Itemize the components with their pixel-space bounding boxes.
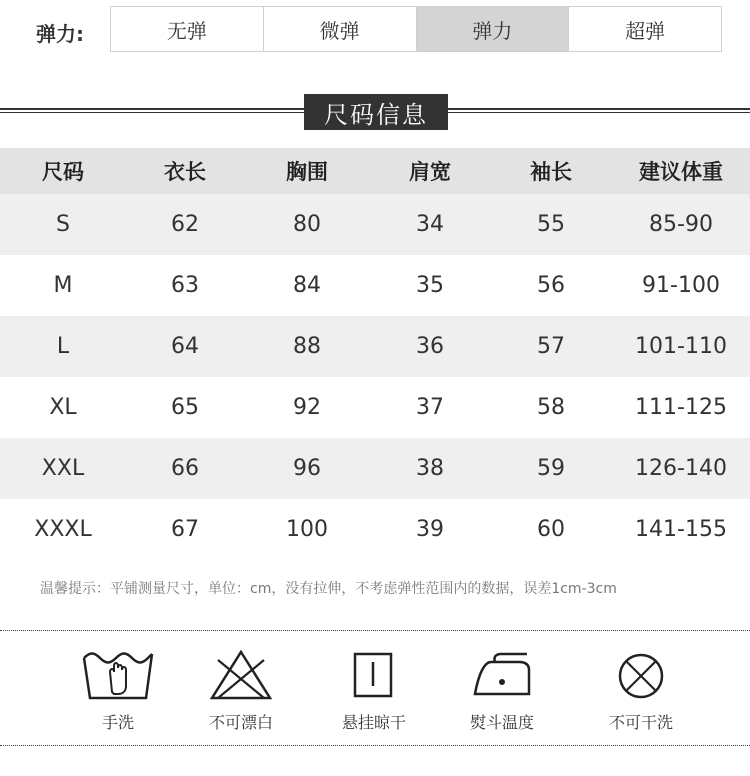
table-cell: 36 (416, 334, 444, 359)
elasticity-option-none: 无弹 (111, 7, 264, 51)
table-row-xxl (0, 438, 750, 499)
table-cell: 96 (293, 456, 321, 481)
table-cell: 80 (293, 212, 321, 237)
table-cell: 58 (537, 395, 565, 420)
care-item-hand-wash (53, 640, 183, 733)
care-item-hang-dry (309, 640, 439, 733)
table-cell: 39 (416, 517, 444, 542)
table-cell: XL (49, 395, 77, 420)
elasticity-label: 弹力: (36, 22, 84, 46)
dotted-divider (0, 745, 750, 746)
table-cell: 88 (293, 334, 321, 359)
care-item-iron (437, 640, 567, 733)
care-label: 悬挂晾干 (341, 713, 406, 732)
table-cell: L (56, 334, 70, 359)
table-cell: 85-90 (649, 212, 713, 237)
no-bleach-icon (206, 646, 276, 702)
care-instructions (0, 640, 750, 740)
table-row-m (0, 255, 750, 316)
table-cell: M (53, 273, 73, 298)
elasticity-option-super: 超弹 (625, 18, 666, 43)
table-cell: 63 (171, 273, 199, 298)
table-cell: 38 (416, 456, 444, 481)
care-label: 不可干洗 (608, 713, 673, 732)
table-cell: 37 (416, 395, 444, 420)
column-header: 尺码 (42, 160, 84, 184)
table-cell: 60 (537, 517, 565, 542)
care-label: 不可漂白 (208, 713, 273, 732)
table-cell: 55 (537, 212, 565, 237)
table-cell: 62 (171, 212, 199, 237)
table-cell: 141-155 (635, 517, 727, 542)
table-cell: 64 (171, 334, 199, 359)
size-info-section-header (0, 94, 750, 134)
elasticity-options (110, 6, 722, 52)
table-cell: 84 (293, 273, 321, 298)
table-cell: 67 (171, 517, 199, 542)
table-cell: 111-125 (635, 395, 727, 420)
care-item-no-bleach (176, 640, 306, 733)
hang-dry-icon (349, 646, 399, 702)
care-label: 熨斗温度 (469, 713, 534, 732)
table-row-l (0, 316, 750, 377)
measurement-note: 温馨提示：平铺测量尺寸，单位：cm，没有拉伸，不考虑弹性范围内的数据，误差1cm-3cm (40, 581, 617, 597)
iron-temperature-icon (467, 646, 537, 702)
table-cell: S (56, 212, 70, 237)
no-dry-clean-icon (611, 646, 671, 702)
table-cell: 92 (293, 395, 321, 420)
elasticity-option-elastic: 弹力 (417, 7, 570, 51)
table-cell: 57 (537, 334, 565, 359)
care-item-no-dry-clean (576, 640, 706, 733)
size-table (0, 148, 750, 560)
table-cell: 65 (171, 395, 199, 420)
table-row-xl (0, 377, 750, 438)
table-cell: XXL (41, 456, 85, 481)
care-label: 手洗 (101, 713, 134, 732)
elasticity-row (0, 6, 750, 54)
dotted-divider (0, 630, 750, 631)
section-title: 尺码信息 (304, 94, 448, 130)
table-cell: 101-110 (635, 334, 727, 359)
column-header: 肩宽 (409, 160, 451, 184)
column-header: 建议体重 (639, 160, 723, 184)
hand-wash-icon (80, 646, 156, 702)
table-cell: 56 (537, 273, 565, 298)
column-header: 衣长 (164, 160, 206, 184)
table-cell: 126-140 (635, 456, 727, 481)
table-cell: 66 (171, 456, 199, 481)
table-row-xxxl (0, 499, 750, 560)
elasticity-option-slight: 微弹 (264, 7, 417, 51)
table-header-row (0, 148, 750, 194)
table-cell: 35 (416, 273, 444, 298)
column-header: 袖长 (530, 160, 572, 184)
table-cell: XXXL (34, 517, 92, 542)
table-cell: 34 (416, 212, 444, 237)
table-cell: 59 (537, 456, 565, 481)
column-header: 胸围 (286, 160, 328, 184)
table-cell: 100 (286, 517, 328, 542)
table-row-s (0, 194, 750, 255)
table-cell: 91-100 (642, 273, 720, 298)
